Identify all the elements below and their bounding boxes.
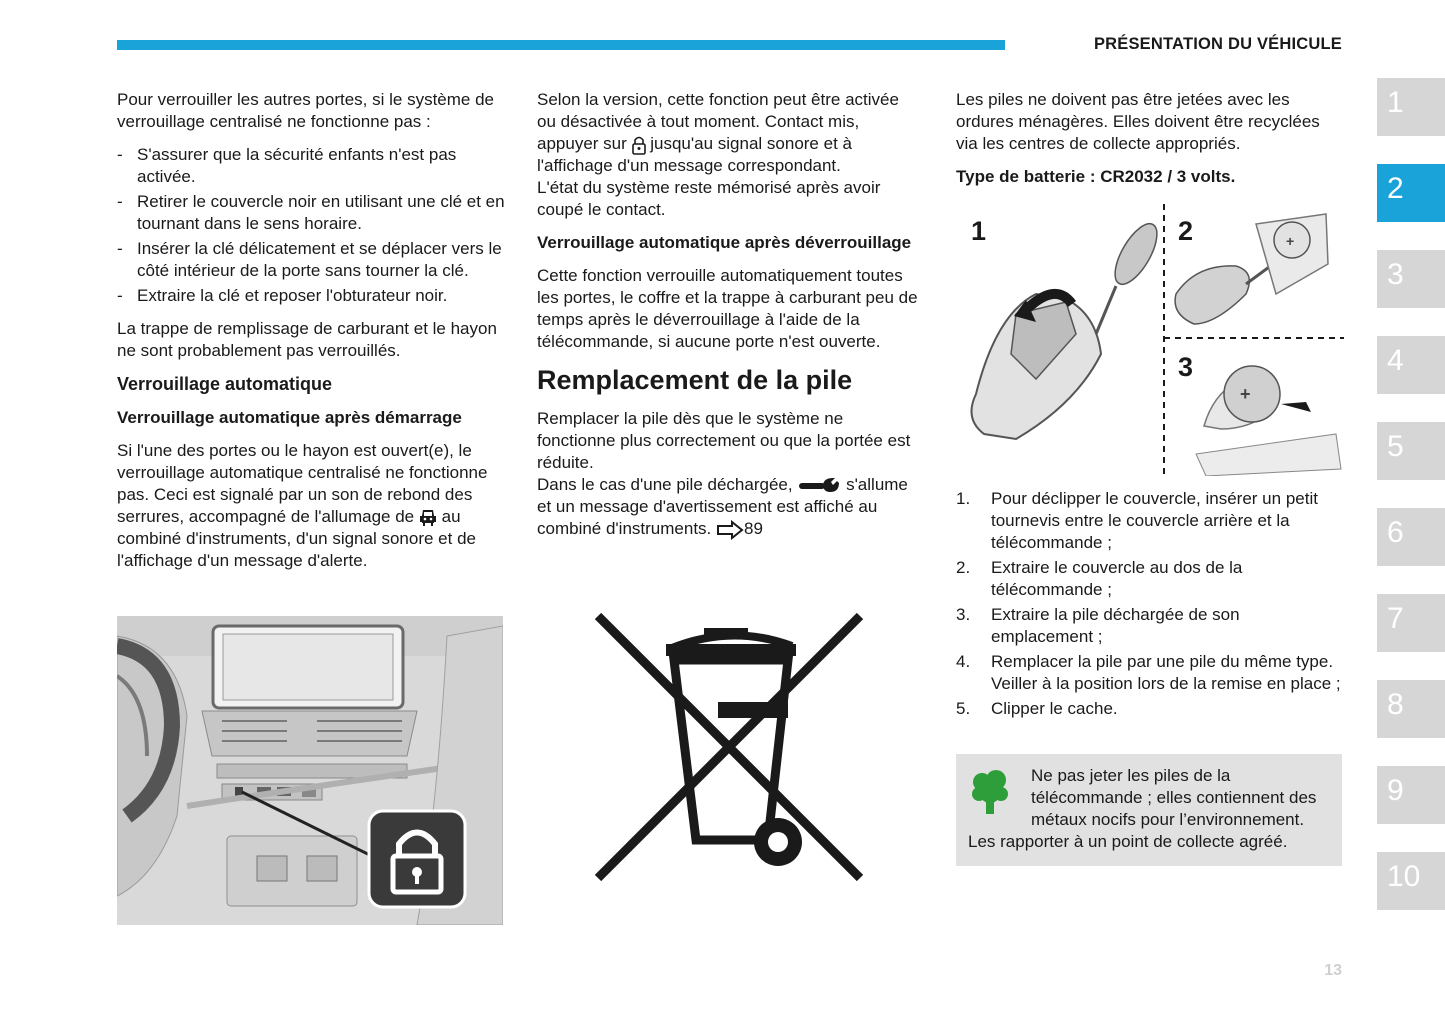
chapter-tab-6[interactable]: 6 <box>1377 508 1445 566</box>
column-2 <box>537 89 922 551</box>
list-item: - Insérer la clé délicatement et se déplacer vers le côté intérieur de la porte sans tourner la clé. <box>117 238 507 282</box>
low-battery-warning: Dans le cas d'une pile déchargée, s'allume et un message d'avertissement est affiché au combiné d'instruments. 89 <box>537 475 908 538</box>
chapter-tab-7[interactable]: 7 <box>1377 594 1445 652</box>
door-open-warning-icon <box>419 508 437 528</box>
list-item: 1. Pour déclipper le couvercle, insérer un petit tournevis entre le couvercle arrière et la télécommande ; <box>956 489 1318 552</box>
list-item: 4. Remplacer la pile par une pile du même type. Veiller à la position lors de la remise en place ; <box>956 652 1341 693</box>
figure-label: 2 <box>1178 216 1194 246</box>
chapter-tab-4[interactable]: 4 <box>1377 336 1445 394</box>
chapter-tab-5[interactable]: 5 <box>1377 422 1445 480</box>
column-3 <box>956 89 1344 199</box>
intro-text: Pour verrouiller les autres portes, si le système de verrouillage centralisé ne fonctionne pas : <box>117 90 494 131</box>
heading-auto-lock: Verrouillage automatique <box>117 374 333 394</box>
figure-label: 3 <box>1178 352 1194 382</box>
list-item: - Retirer le couvercle noir en utilisant une clé et en tournant dans le sens horaire. <box>117 191 507 235</box>
list-item: - Extraire la clé et reposer l'obturateur noir. <box>117 285 507 307</box>
svg-text:+: + <box>1286 233 1295 249</box>
dashboard-lock-button-illustration <box>117 616 503 925</box>
figure-label: 1 <box>971 216 987 246</box>
eco-note-last: Les rapporter à un point de collecte agréé. <box>968 832 1288 851</box>
chapter-tab-2[interactable]: 2 <box>1377 164 1445 222</box>
after-unlock-body: Cette fonction verrouille automatiquement toutes les portes, le coffre et la trappe à carburant peu de temps après le déverrouillage à l'aide de la télécommande, si aucune porte n'est ouverte. <box>537 266 918 351</box>
auto-lock-intro: Selon la version, cette fonction peut être activée ou désactivée à tout moment. Contact mis, appuyer sur jusqu'au signal sonore et à l'affichage d'un message correspondant. <box>537 90 899 175</box>
subheading-after-start: Verrouillage automatique après démarrage <box>117 408 462 427</box>
replace-text: Remplacer la pile dès que le système ne fonctionne plus correctement ou que la portée est réduite. <box>537 409 911 472</box>
subheading-after-unlock: Verrouillage automatique après déverrouillage <box>537 233 912 252</box>
svg-text:+: + <box>1240 384 1251 404</box>
manual-lock-steps <box>117 144 507 307</box>
environment-note <box>956 754 1342 866</box>
eco-note-text: Ne pas jeter les piles de la télécommande ; elles contiennent des métaux nocifs pour l’environnement. <box>1031 766 1317 829</box>
padlock-icon <box>632 135 646 155</box>
column-1 <box>117 89 507 583</box>
section-title: PRÉSENTATION DU VÉHICULE <box>1093 35 1342 53</box>
memory-text: L'état du système reste mémorisé après avoir coupé le contact. <box>537 178 881 219</box>
header-accent-bar <box>117 40 1005 50</box>
list-item: 2. Extraire le couvercle au dos de la télécommande ; <box>956 558 1243 599</box>
list-item: - S'assurer que la sécurité enfants n'est pas activée. <box>117 144 507 188</box>
wrench-icon <box>797 476 841 496</box>
chapter-tab-8[interactable]: 8 <box>1377 680 1445 738</box>
chapter-tab-10[interactable]: 10 <box>1377 852 1445 910</box>
page-reference: 89 <box>744 519 763 538</box>
heading-battery-replacement: Remplacement de la pile <box>537 365 853 395</box>
auto-lock-body: Si l'une des portes ou le hayon est ouvert(e), le verrouillage automatique centralisé ne fonctionne pas. Ceci est signalé par un son de rebond des serrures, accompagné de l'allumage de au combiné d'instruments, d'un signal sonore et de l'affichage d'un message d'alerte. <box>117 441 488 570</box>
tree-icon <box>970 768 1010 816</box>
crossed-out-bin-icon <box>592 610 866 886</box>
page-reference-arrow-icon <box>716 520 744 540</box>
page-number: 13 <box>1324 962 1342 979</box>
list-item: 3. Extraire la pile déchargée de son emplacement ; <box>956 605 1240 646</box>
disposal-text: Les piles ne doivent pas être jetées avec les ordures ménagères. Elles doivent être recyclées via les centres de collecte appropriés. <box>956 90 1320 153</box>
battery-steps-list <box>956 488 1344 720</box>
battery-type: Type de batterie : CR2032 / 3 volts. <box>956 167 1236 186</box>
chapter-tab-3[interactable]: 3 <box>1377 250 1445 308</box>
fuel-flap-note: La trappe de remplissage de carburant et le hayon ne sont probablement pas verrouillés. <box>117 319 497 360</box>
remote-battery-replacement-illustration <box>956 204 1344 476</box>
battery-steps <box>956 488 1344 730</box>
chapter-tab-1[interactable]: 1 <box>1377 78 1445 136</box>
list-item: 5. Clipper le cache. <box>956 699 1118 718</box>
chapter-tab-9[interactable]: 9 <box>1377 766 1445 824</box>
